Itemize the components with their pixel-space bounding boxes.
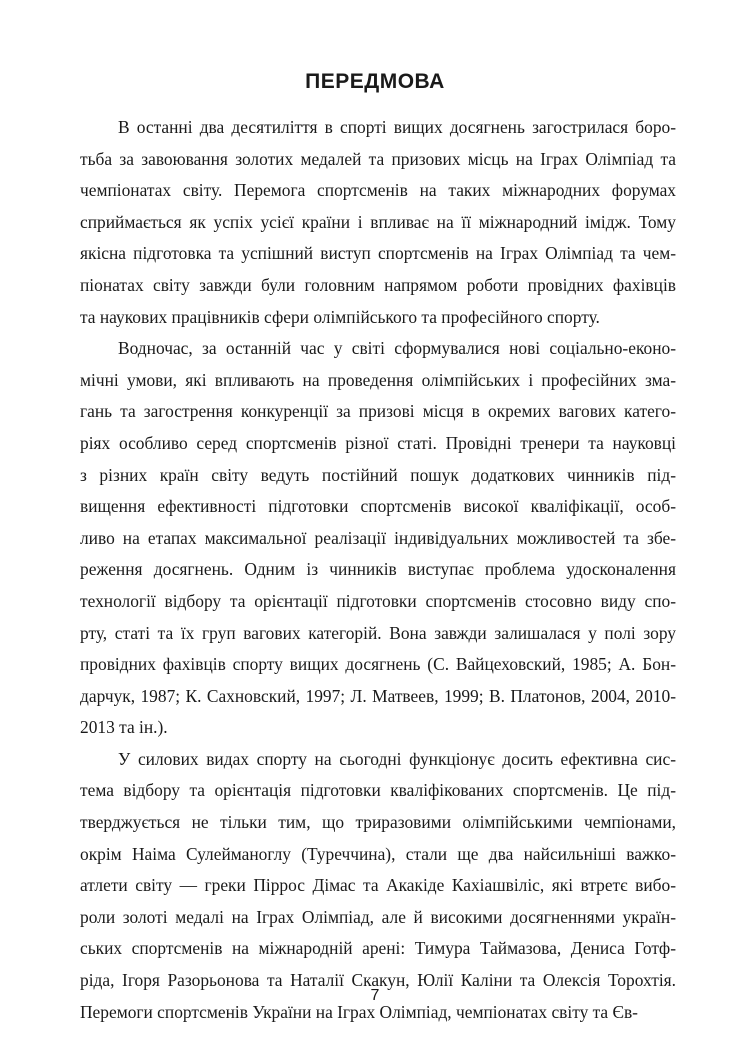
text-line: гань та загострення конкуренції за призові місця в окремих вагових катего-	[80, 401, 676, 422]
text-line: реження досягнень. Одним із чинників виступає проблема удосконалення	[80, 559, 676, 580]
text-line: з різних країн світу ведуть постійний пошук додаткових чинників під-	[80, 464, 676, 485]
text-line: 2013 та ін.).	[80, 717, 168, 738]
text-line: В останні два десятиліття в спорті вищих досягнень загострилася боро-	[118, 117, 676, 137]
text-line: рту, статі та їх груп вагових категорій. Вона завжди залишалася у полі зору	[80, 622, 676, 643]
body-text	[80, 112, 676, 1028]
text-line: тема відбору та орієнтація підготовки кваліфікованих спортсменів. Це під-	[80, 780, 676, 801]
page-number: 7	[370, 987, 380, 1004]
text-line: якісна підготовка та успішний виступ спортсменів на Іграх Олімпіад та чем-	[80, 243, 676, 264]
paragraph	[80, 112, 676, 333]
text-line: Перемоги спортсменів України на Іграх Олімпіад, чемпіонатах світу та Єв-	[80, 1001, 638, 1022]
text-line: мічні умови, які впливають на проведення олімпійських і професійних зма-	[80, 369, 676, 390]
text-line: ських спортсменів на міжнародній арені: Тимура Таймазова, Дениса Готф-	[80, 938, 676, 959]
text-line: та наукових працівників сфери олімпійського та професійного спорту.	[80, 306, 600, 327]
text-line: окрім Наіма Сулейманоглу (Туреччина), стали ще два найсильніші важко-	[80, 843, 676, 864]
text-line: провідних фахівців спорту вищих досягнень (С. Вайцеховский, 1985; А. Бон-	[80, 654, 676, 675]
text-line: чемпіонатах світу. Перемога спортсменів на таких міжнародних форумах	[80, 180, 676, 201]
text-line: піонатах світу завжди були головним напрямом роботи провідних фахівців	[80, 274, 676, 295]
text-line: ріях особливо серед спортсменів різної статі. Провідні тренери та науковці	[80, 432, 676, 453]
text-line: Водночас, за останній час у світі сформувалися нові соціально-еконо-	[118, 338, 676, 359]
text-line: дарчук, 1987; К. Сахновский, 1997; Л. Матвеев, 1999; В. Платонов, 2004, 2010-	[80, 685, 676, 706]
text-line: У силових видах спорту на сьогодні функціонує досить ефективна сис-	[118, 748, 676, 769]
text-line: тверджується не тільки тим, що триразовими олімпійськими чемпіонами,	[80, 812, 676, 833]
paragraph	[80, 333, 676, 744]
text-line: атлети світу — греки Піррос Дімас та Акакіде Кахіашвіліс, які втретє вибо-	[80, 875, 676, 896]
text-line: ріда, Ігоря Разорьонова та Наталії Скакун, Юлії Каліни та Олексія Торохтія.	[80, 970, 676, 991]
paragraph	[80, 744, 676, 1028]
text-line: вищення ефективності підготовки спортсменів високої кваліфікації, особ-	[80, 496, 676, 517]
page-title: ПЕРЕДМОВА	[305, 70, 445, 93]
text-line: роли золоті медалі на Іграх Олімпіад, але й високими досягненнями україн-	[80, 906, 676, 927]
text-line: технології відбору та орієнтації підготовки спортсменів стосовно виду спо-	[80, 590, 676, 611]
text-line: тьба за завоювання золотих медалей та призових місць на Іграх Олімпіад та	[80, 148, 676, 169]
text-line: сприймається як успіх усієї країни і впливає на її міжнародний імідж. Тому	[80, 211, 676, 232]
text-line: ливо на етапах максимальної реалізації індивідуальних можливостей та збе-	[80, 527, 676, 548]
